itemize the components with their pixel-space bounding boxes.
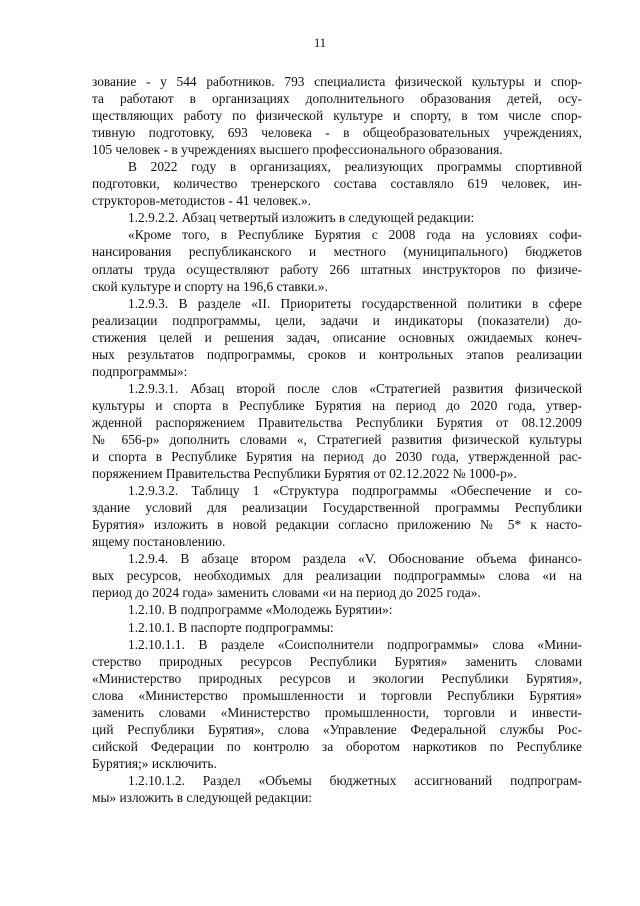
- text-line: 1.2.9.3.2. Таблицу 1 «Структура подпрограммы «Обеспечение и со-: [128, 483, 582, 499]
- text-line: стерство природных ресурсов Республики Бурятия» заменить словами: [92, 653, 582, 669]
- text-line: 1.2.9.4. В абзаце втором раздела «V. Обоснование объема финансо-: [128, 551, 582, 567]
- text-line: та работают в организациях дополнительного образования детей, осу-: [92, 91, 582, 107]
- text-line: поряжением Правительства Республики Бурятия от 02.12.2022 № 1000-р».: [92, 466, 517, 482]
- text-line: 1.2.10.1. В паспорте подпрограммы:: [128, 619, 334, 635]
- text-line: ций Республики Бурятия», слова «Управление Федеральной службы Рос-: [92, 721, 582, 737]
- text-line: «Кроме того, в Республике Бурятия с 2008 года на условиях софи-: [128, 227, 582, 243]
- paragraph: [92, 295, 582, 380]
- paragraph: [92, 226, 582, 294]
- text-line: подготовки, количество тренерского состава составляло 619 человек, ин-: [92, 176, 582, 192]
- paragraph: [92, 482, 582, 550]
- text-line: В 2022 году в организациях, реализующих программы спортивной: [128, 159, 582, 175]
- text-line: тивную подготовку, 693 человека - в общеобразовательных учреждениях,: [92, 125, 582, 141]
- text-line: культуры и спорта в Республике Бурятия на период до 2020 года, утвер-: [92, 397, 582, 413]
- text-line: ных результатов подпрограммы, сроков и контрольных этапов реализации: [92, 346, 582, 362]
- paragraph: [92, 209, 582, 226]
- text-line: нансирования республиканского и местного (муниципального) бюджетов: [92, 244, 582, 260]
- text-line: ящему постановлению.: [92, 534, 226, 550]
- text-line: реализации подпрограммы, цели, задачи и индикаторы (показатели) до-: [92, 312, 582, 328]
- text-line: период до 2024 года» заменить словами «и на период до 2025 года».: [92, 585, 481, 601]
- text-line: 1.2.9.2.2. Абзац четвертый изложить в следующей редакции:: [128, 210, 475, 226]
- text-line: «Министерство природных ресурсов и экологии Республики Бурятия»,: [92, 670, 582, 686]
- paragraph: [92, 601, 582, 618]
- text-line: 1.2.10. В подпрограмме «Молодежь Бурятии»:: [128, 602, 393, 618]
- paragraph: [92, 73, 582, 158]
- document-body: [92, 73, 582, 806]
- text-line: Бурятия» изложить в новой редакции согласно приложению № 5* к насто-: [92, 517, 582, 533]
- text-line: вых ресурсов, необходимых для реализации подпрограммы» слова «и на: [92, 568, 582, 584]
- text-line: ской культуре и спорту на 196,6 ставки.».: [92, 278, 328, 294]
- paragraph: [92, 550, 582, 601]
- text-line: 105 человек - в учреждениях высшего профессионального образования.: [92, 142, 503, 158]
- text-line: 1.2.10.1.2. Раздел «Объемы бюджетных ассигнований подпрограм-: [128, 772, 582, 788]
- text-line: подпрограммы»:: [92, 363, 188, 379]
- page-number: 11: [313, 36, 327, 50]
- paragraph: [92, 619, 582, 636]
- text-line: здание условий для реализации Государственной программы Республики: [92, 500, 582, 516]
- paragraph: [92, 158, 582, 209]
- text-line: 1.2.10.1.1. В разделе «Соисполнители подпрограммы» слова «Мини-: [128, 636, 582, 652]
- text-line: сийской Федерации по контролю за оборотом наркотиков по Республике: [92, 738, 582, 754]
- paragraph: [92, 380, 582, 482]
- text-line: жденной распоряжением Правительства Республики Бурятия от 08.12.2009: [92, 414, 582, 430]
- text-line: структоров-методистов - 41 человек.».: [92, 193, 312, 209]
- text-line: зование - у 544 работников. 793 специалиста физической культуры и спор-: [92, 74, 582, 89]
- text-line: и спорта в Республике Бурятия на период до 2030 года, утвержденной рас-: [92, 449, 582, 465]
- text-line: Бурятия;» исключить.: [92, 755, 217, 771]
- paragraph: [92, 772, 582, 806]
- paragraph: [92, 636, 582, 772]
- text-line: мы» изложить в следующей редакции:: [92, 789, 313, 805]
- text-line: № 656-р» дополнить словами «, Стратегией развития физической культуры: [92, 431, 582, 447]
- text-line: 1.2.9.3. В разделе «II. Приоритеты государственной политики в сфере: [128, 295, 582, 311]
- text-line: стижения целей и решения задач, описание основных ожидаемых конеч-: [92, 329, 582, 345]
- text-line: заменить словами «Министерство промышленности, торговли и инвести-: [92, 704, 582, 720]
- text-line: ществляющих работу по физической культуре и спорту, в том числе спор-: [92, 108, 582, 124]
- text-line: слова «Министерство промышленности и торговли Республики Бурятия»: [92, 687, 582, 703]
- text-line: оплаты труда осуществляют работу 266 штатных инструкторов по физиче-: [92, 261, 582, 277]
- text-line: 1.2.9.3.1. Абзац второй после слов «Стратегией развития физической: [128, 380, 582, 396]
